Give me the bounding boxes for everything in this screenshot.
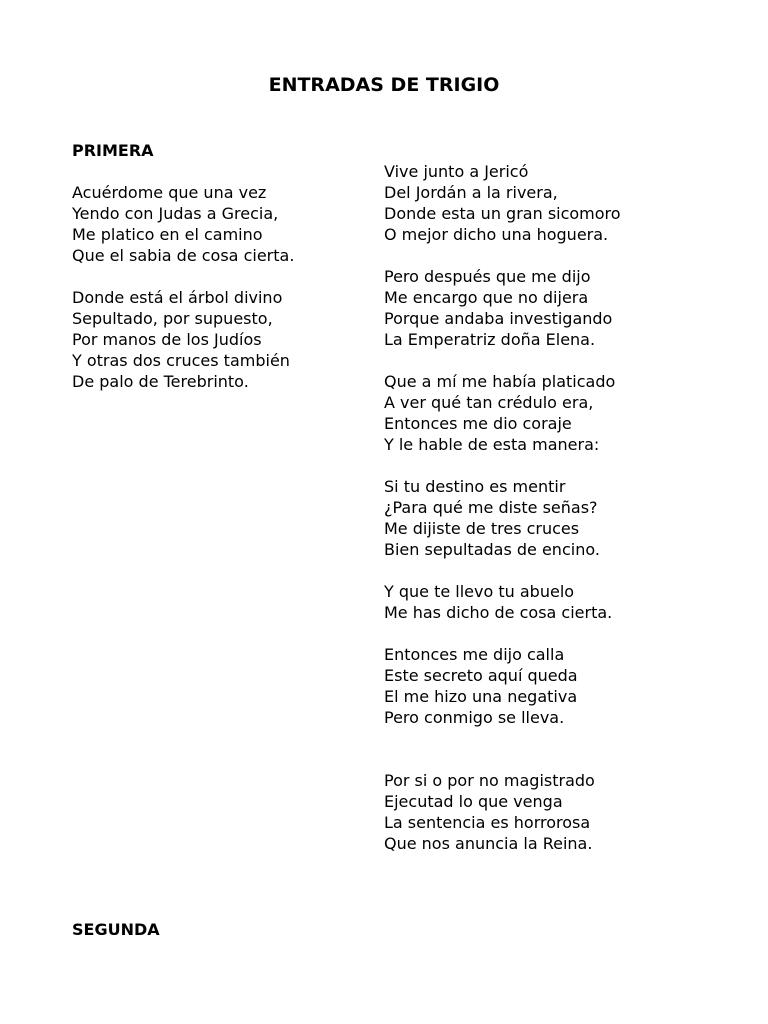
stanza [384,644,744,728]
verse-line: Y le hable de esta manera: [384,435,600,454]
verse-line: La sentencia es horrorosa [384,813,591,832]
verse-line: Me encargo que no dijera [384,288,589,307]
verse-line: Pero después que me dijo [384,267,591,286]
verse-line: ¿Para qué me diste señas? [384,498,598,517]
verse-line: Porque andaba investigando [384,309,613,328]
verse-line: A ver qué tan crédulo era, [384,393,594,412]
verse-line: Y otras dos cruces también [72,351,290,370]
verse-line: Entonces me dijo calla [384,645,565,664]
verse-line: Bien sepultadas de encino. [384,540,600,559]
stanza [384,371,744,455]
verse-line: Que a mí me había platicado [384,372,616,391]
stanza [384,476,744,560]
verse-line: La Emperatriz doña Elena. [384,330,596,349]
verse-line: De palo de Terebrinto. [72,372,249,391]
verse-line: Entonces me dio coraje [384,414,572,433]
verse-line: Si tu destino es mentir [384,477,566,496]
left-column [72,140,362,392]
section-heading-primera: PRIMERA [72,141,154,160]
verse-line: Donde esta un gran sicomoro [384,204,621,223]
stanza [384,770,744,854]
verse-line: Del Jordán a la rivera, [384,183,558,202]
verse-line: Pero conmigo se lleva. [384,708,565,727]
verse-line: Me has dicho de cosa cierta. [384,603,613,622]
verse-line: Vive junto a Jericó [384,162,529,181]
verse-line: Y que te llevo tu abuelo [384,582,575,601]
stanza [72,182,362,266]
stanza [384,161,744,245]
document-title: ENTRADAS DE TRIGIO [268,74,500,96]
verse-line: Ejecutad lo que venga [384,792,563,811]
verse-line: Sepultado, por supuesto, [72,309,273,328]
verse-line: Yendo con Judas a Grecia, [72,204,279,223]
verse-line: Por manos de los Judíos [72,330,262,349]
verse-line: Este secreto aquí queda [384,666,578,685]
verse-line: Acuérdome que una vez [72,183,267,202]
stanza [72,287,362,392]
verse-line: Que el sabia de cosa cierta. [72,246,295,265]
verse-line: El me hizo una negativa [384,687,578,706]
stanza [384,581,744,623]
verse-line: O mejor dicho una hoguera. [384,225,609,244]
section-heading-segunda: SEGUNDA [72,920,160,939]
right-column [384,161,744,854]
verse-line: Donde está el árbol divino [72,288,283,307]
verse-line: Que nos anuncia la Reina. [384,834,593,853]
verse-line: Me platico en el camino [72,225,263,244]
verse-line: Me dijiste de tres cruces [384,519,580,538]
stanza [384,266,744,350]
verse-line: Por si o por no magistrado [384,771,595,790]
